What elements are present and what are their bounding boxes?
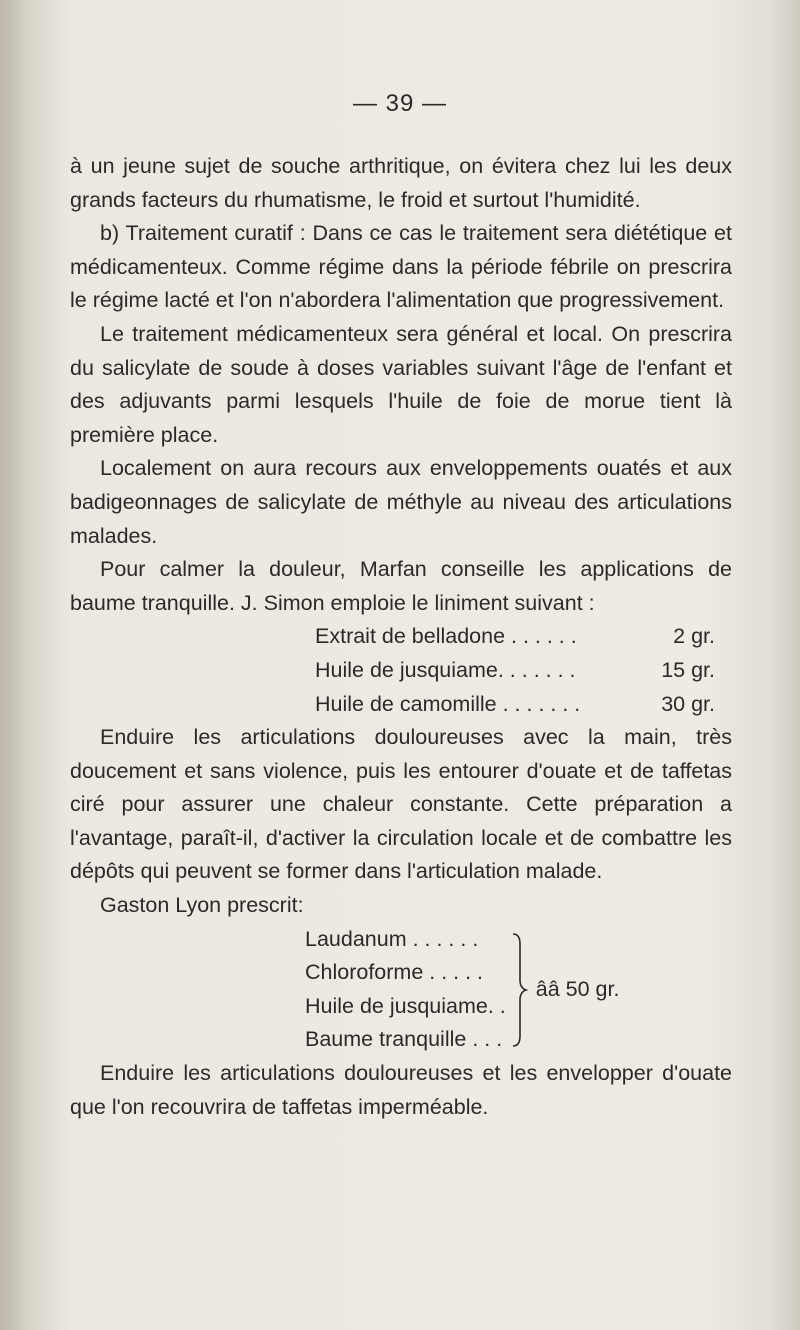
paragraph-pain-relief: Pour calmer la douleur, Marfan conseille les applications de baume tranquille. J. Simon emploie le liniment suivant : xyxy=(70,557,732,615)
prescription-line xyxy=(315,620,732,654)
paragraph-medication: Le traitement médicamenteux sera général et local. On prescrira du salicylate de soude à doses variables suivant l'âge de l'enfant et des adjuvants parmi lesquels l'huile de foie de morue tient là première place. xyxy=(70,321,732,447)
paragraph-lyon-intro: Gaston Lyon prescrit: xyxy=(100,893,304,918)
ingredient-name: Huile de camomille . . . . . . . xyxy=(315,691,581,716)
page-number: — 39 — xyxy=(352,90,448,117)
paragraph-local-treatment: Localement on aura recours aux enveloppements ouatés et aux badigeonnages de salicylate de méthyle au niveau des articulations malades. xyxy=(70,456,732,548)
ingredient-name: Huile de jusquiame. . . . . . . xyxy=(315,657,576,682)
combined-dose: ââ 50 gr. xyxy=(535,977,620,1002)
paragraph-prevention-end: à un jeune sujet de souche arthritique, on évitera chez lui les deux grands facteurs du rhumatisme, le froid et surtout l'humidité. xyxy=(70,154,732,212)
prescription-line xyxy=(315,654,732,688)
paragraph-final: Enduire les articulations douloureuses et les envelopper d'ouate que l'on recouvrira de taffetas imperméable. xyxy=(70,1061,732,1119)
paragraph-application: Enduire les articulations douloureuses avec la main, très doucement et sans violence, puis les entourer d'ouate et de taffetas ciré pour assurer une chaleur constante. Cette préparation a l'avantage, paraît-il, d'activer la circulation locale et de combattre les dépôts qui peuvent se former dans l'articulation malade. xyxy=(70,725,732,884)
ingredient-name: Chloroforme . . . . . xyxy=(305,960,484,985)
prescription-line xyxy=(315,688,732,722)
prescription-lyon xyxy=(70,923,732,1057)
ingredient-list xyxy=(305,923,506,1057)
body-text xyxy=(70,150,732,1124)
paragraph-curative-treatment: b) Traitement curatif : Dans ce cas le traitement sera diététique et médicamenteux. Comme régime dans la période fébrile on prescrira le régime lacté et l'on n'abordera l'alimentation que progressivement. xyxy=(70,221,732,313)
ingredient-name: Baume tranquille . . . xyxy=(305,1027,503,1052)
ingredient-name: Laudanum . . . . . . xyxy=(305,926,479,951)
prescription-simon xyxy=(70,620,732,721)
ingredient-dose: 30 gr. xyxy=(661,691,715,716)
ingredient-name: Extrait de belladone . . . . . . xyxy=(315,624,577,649)
ingredient-name: Huile de jusquiame. . xyxy=(305,993,506,1018)
brace-icon xyxy=(510,930,528,1050)
ingredient-dose: 15 gr. xyxy=(661,657,715,682)
ingredient-dose: 2 gr. xyxy=(673,624,715,649)
